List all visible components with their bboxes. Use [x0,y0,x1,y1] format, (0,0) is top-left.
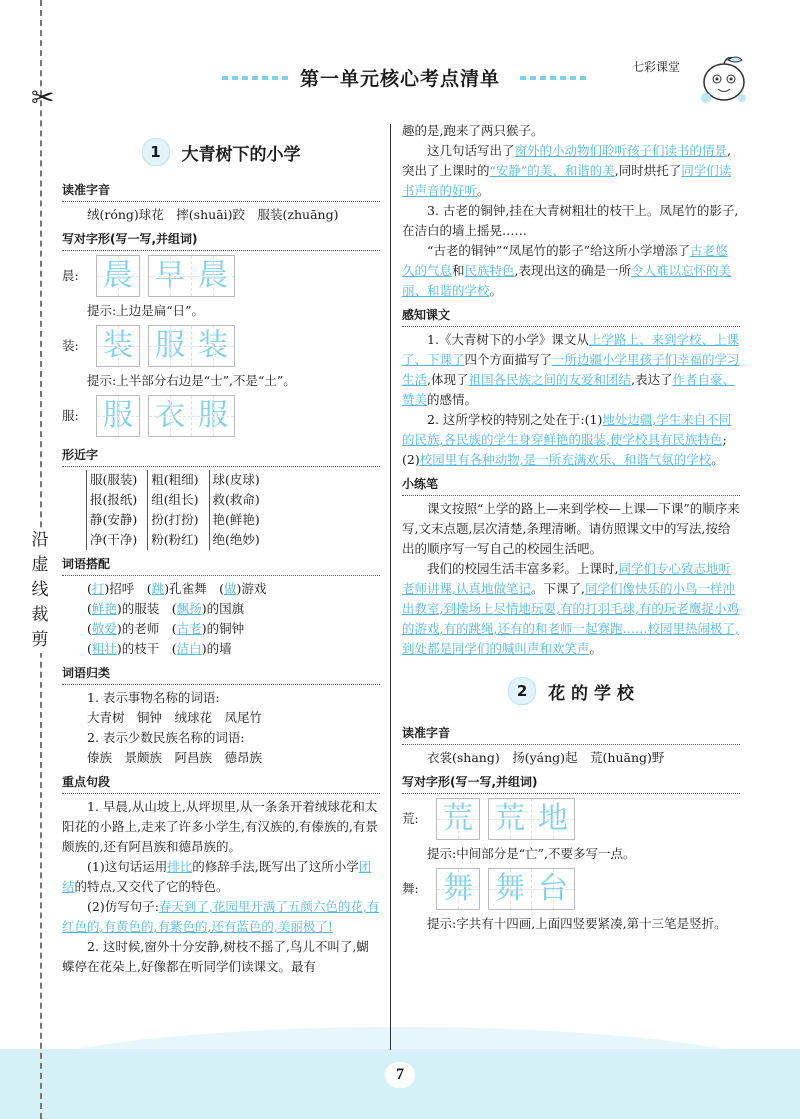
grid-cell: 荒 [437,799,479,839]
section-classify: 词语归类 [62,666,111,680]
similar-group [86,470,137,550]
write-tip: 提示:上边是扁“日”。 [87,303,204,318]
continued-text: 趣的是,跑来了两只猴子。 [402,123,544,138]
column-divider [390,124,391,1050]
similar-item: 绝(绝妙) [212,532,260,547]
char-grid [436,798,480,840]
lesson1-number: 1 [142,138,170,166]
analysis-paragraph-2: “古老的铜钟”“凤尾竹的影子”给这所小学增添了古老悠久的气息和民族特色,表现出这的确是一所令人难以忘怀的美丽、和谐的学校。 [402,243,732,298]
similar-item: 净(干净) [90,532,138,547]
char-grid [488,868,575,910]
key-question-2: (2)仿写句子:春天到了,花园里开满了五颜六色的花,有红色的,有黄色的,有紫色的,还有蓝色的,美丽极了! [62,899,380,934]
lesson2-number: 2 [508,677,536,705]
section-write: 写对字形(写一写,并组词) [62,232,198,246]
write-row-fu [62,395,380,437]
section-pronunciation: 读准字音 [62,183,111,197]
left-column [62,128,380,977]
char-grid [96,325,140,367]
page-title: 第一单元核心考点清单 [300,68,501,90]
key-sentence-2: 2. 这时候,窗外十分安静,树枝不摇了,鸟儿不叫了,蝴蝶停在花朵上,好像都在听同学们读课文。最有 [62,939,369,974]
classify-line: 1. 表示事物名称的词语: [87,690,220,705]
similar-item: 救(救命) [212,492,260,507]
grid-cell: 衣 [149,396,192,436]
mascot-icon [696,52,752,108]
grid-cell: 装 [97,326,139,366]
cut-label: 沿虚线裁剪 [29,528,51,653]
analysis-paragraph-1: 这几句话写出了窗外的小动物们聆听孩子们读书的情景,突出了上课时的“安静”的美、和谐的美,同时烘托了同学们读书声音的好听。 [402,143,732,198]
practice-answer: 我们的校园生活丰富多彩。上课时,同学们专心致志地听老师讲课,认真地做笔记。下课了,同学们像快乐的小鸟一样冲出教室,到操场上尽情地玩耍,有的打羽毛球,有的玩老鹰捉小鸡的游戏,有的跳绳,还有的和老师一起赛跑……校园里热闹极了,到处都是同学们的喊叫声和欢笑声。 [402,561,739,656]
key-question-1: (1)这句话运用排比的修辞手法,既写出了这所小学团结的特点,又交代了它的特色。 [62,859,372,894]
pronunciation-line: 绒(róng)球花 摔(shuāi)跤 服装(zhuāng) [87,207,339,222]
title-deco-left [222,76,292,80]
lesson2-title: 花 的 学 校 [548,683,634,704]
char-grid [148,325,235,367]
grid-cell: 地 [532,799,574,839]
lesson1-heading [62,138,380,166]
classify-line: 傣族 景颇族 阿昌族 德昂族 [87,750,263,765]
write-label: 荒: [402,811,419,826]
similar-item: 球(皮球) [212,472,260,487]
char-grid [148,255,235,297]
char-grid [436,868,480,910]
key-sentence-3: 3. 古老的铜钟,挂在大青树粗壮的枝干上。凤尾竹的影子,在洁白的墙上摇晃…… [402,203,739,238]
grid-cell: 舞 [489,869,532,909]
section-similar: 形近字 [62,448,99,462]
grid-cell: 舞 [437,869,479,909]
grid-cell: 晨 [97,256,139,296]
char-grid [488,798,575,840]
write-row-wu [402,868,740,910]
char-grid [96,255,140,297]
section-collocation: 词语搭配 [62,557,111,571]
write-label: 装: [62,338,79,353]
similar-group [209,470,260,550]
write-label: 服: [62,408,79,423]
section-pronunciation-2: 读准字音 [402,726,451,740]
grid-cell: 早 [149,256,192,296]
grid-cell: 台 [532,869,574,909]
perceive-item-1: 1.《大青树下的小学》课文从上学路上、来到学校、上课了、下课了四个方面描写了一所边疆小学里孩子们幸福的学习生活,体现了祖国各民族之间的友爱和团结,表达了作者自豪、赞美的感情。 [402,332,740,407]
lesson2-heading [402,677,740,705]
similar-item: 艳(鲜艳) [212,512,260,527]
collocation-row: (鲜艳)的服装 (飘扬)的国旗 [87,601,245,616]
grid-cell: 服 [97,396,139,436]
similar-item: 服(服装) [90,472,138,487]
write-label: 舞: [402,881,419,896]
grid-cell: 服 [149,326,192,366]
collocation-row: (粗壮)的枝干 (洁白)的墙 [87,641,232,656]
classify-line: 大青树 铜钟 绒球花 凤尾竹 [87,710,263,725]
similar-item: 扮(打扮) [151,512,199,527]
write-row-zhuang [62,325,380,367]
char-grid [96,395,140,437]
section-write-2: 写对字形(写一写,并组词) [402,775,538,789]
pronunciation-line-2: 衣裳(shang) 扬(yáng)起 荒(huāng)野 [427,750,665,765]
practice-prompt: 课文按照“上学的路上—来到学校—上课—下课”的顺序来写,文末点题,层次清楚,条理清晰。请仿照课文中的写法,按给出的顺序写一写自己的校园生活吧。 [402,501,740,556]
lesson1-title: 大青树下的小学 [181,144,301,165]
title-deco-right [520,76,590,80]
similar-item: 组(组长) [151,492,199,507]
write-tip: 提示:字共有十四画,上面四竖要紧凑,第十三笔是竖折。 [427,916,727,931]
classify-line: 2. 表示少数民族名称的词语: [87,730,245,745]
similar-item: 粗(粗细) [151,472,199,487]
perceive-item-2: 2. 这所学校的特别之处在于:(1)地处边疆,学生来自不同的民族,各民族的学生身穿鲜艳的服装,使学校具有民族特色;(2)校园里有各种动物,是一所充满欢乐、和谐气氛的学校。 [402,412,732,467]
write-tip: 提示:中间部分是“亡”,不要多写一点。 [427,846,636,861]
page-number: 7 [385,1062,415,1088]
similar-item: 粉(粉红) [151,532,199,547]
scissors-icon: ✂ [31,81,55,114]
brand-label: 七彩课堂 [632,60,681,74]
similar-group [147,470,198,550]
similar-chars [62,470,380,550]
section-practice: 小练笔 [402,477,439,491]
similar-item: 静(安静) [90,512,138,527]
similar-item: 报(报纸) [90,492,138,507]
right-column [402,121,740,934]
grid-cell: 荒 [489,799,532,839]
write-row-huang [402,798,740,840]
section-perceive: 感知课文 [402,308,451,322]
write-tip: 提示:上半部分右边是“士”,不是“土”。 [87,373,296,388]
collocation-row: (打)招呼 (跳)孔雀舞 (做)游戏 [87,581,267,596]
grid-cell: 服 [192,396,234,436]
char-grid [148,395,235,437]
write-label: 晨: [62,268,79,283]
grid-cell: 装 [192,326,234,366]
grid-cell: 晨 [192,256,234,296]
key-sentence-1: 1. 早晨,从山坡上,从坪坝里,从一条条开着绒球花和太阳花的小路上,走来了许多小学生,有汉族的,有傣族的,有景颇族的,还有阿昌族和德昂族的。 [62,799,378,854]
collocation-row: (敬爱)的老师 (古老)的铜钟 [87,621,245,636]
write-row-chen [62,255,380,297]
section-key-sentences: 重点句段 [62,775,111,789]
